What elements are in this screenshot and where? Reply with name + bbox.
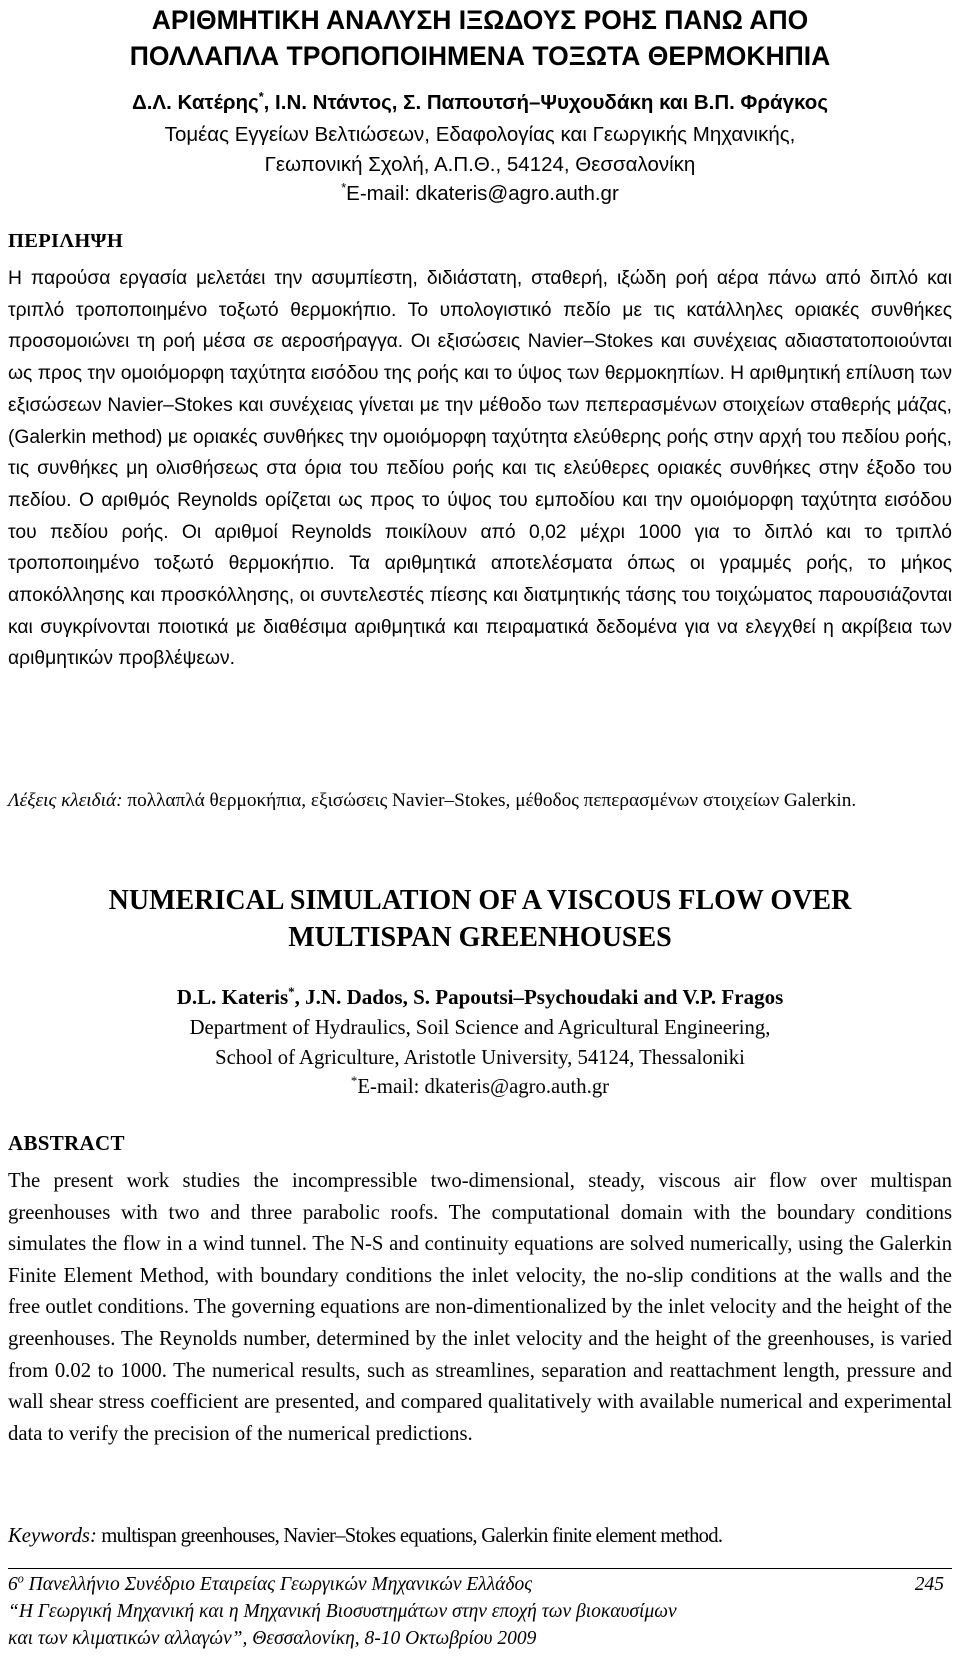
english-keywords-text: multispan greenhouses, Navier–Stokes equations, Galerkin finite element method.: [96, 1525, 723, 1547]
greek-keywords: [8, 785, 952, 816]
greek-title-line-2: ΠΟΛΛΑΠΛΑ ΤΡΟΠΟΠΟΙΗΜΕΝΑ ΤΟΞΩΤΑ ΘΕΡΜΟΚΗΠΙΑ: [129, 41, 831, 71]
greek-keywords-label: Λέξεις κλειδιά:: [8, 790, 123, 811]
english-other-authors: , J.N. Dados, S. Papoutsi–Psychoudaki and V.P. Fragos: [294, 985, 784, 1009]
greek-abstract-text: Η παρούσα εργασία μελετάει την ασυμπίεστη, διδιάστατη, σταθερή, ιξώδη ροή αέρα πάνω από διπλό και τριπλό τροποποιημένο τοξωτό θερμοκήπιο. Το υπολογιστικό πεδίο με τις κατάλληλες οριακές συνθήκες προσομοιώνει τη ροή μέσα σε αεροσήραγγα. Οι εξισώσεις Navier–Stokes και συνέχειας αδιαστατοποιούνται ως προς την ομοιόμορφη ταχύτητα εισόδου της ροής και το ύψος των θερμοκηπίων. Η αριθμητική επίλυση των εξισώσεων Navier–Stokes και συνέχειας γίνεται με την μέθοδο των πεπερασμένων στοιχείων σταθερής μάζας, (Galerkin method) με οριακές συνθήκες την ομοιόμορφη ταχύτητα ελεύθερης ροής στην αρχή του πεδίου ροής, τις συνθήκες μη ολισθήσεως στα όρια του πεδίου ροής και τις ελεύθερες οριακές συνθήκες στην έξοδο του πεδίου. Ο αριθμός Reynolds ορίζεται ως προς το ύψος του εμποδίου και την ομοιόμορφη ταχύτητα εισόδου του πεδίου ροής. Οι αριθμοί Reynolds ποικίλουν από 0,02 μέχρι 1000 για το διπλό και το τριπλό τροποποιημένο τοξωτό θερμοκήπιο. Τα αριθμητικά αποτελέσματα όπως οι γραμμές ροής, το μήκος αποκόλλησης και προσκόλλησης, οι συντελεστές πίεσης και διατμητικής τάσης του τοιχώματος παρουσιάζονται και συγκρίνονται ποιοτικά με διαθέσιμα αριθμητικά και πειραματικά δεδομένα για να ελεγχθεί η ακρίβεια των αριθμητικών προβλέψεων.: [8, 268, 952, 670]
english-title-line-1: NUMERICAL SIMULATION OF A VISCOUS FLOW OVER: [108, 885, 852, 916]
greek-abstract-heading: ΠΕΡΙΛΗΨΗ: [8, 230, 124, 252]
english-affiliation: [40, 1014, 920, 1103]
footer-conference-name: Πανελλήνιο Συνέδριο Εταιρείας Γεωργικών Μηχανικών Ελλάδος: [23, 1574, 533, 1595]
page-number: 245: [914, 1574, 944, 1595]
greek-authors: [60, 90, 900, 116]
english-keywords: [8, 1521, 952, 1551]
greek-first-author: Δ.Λ. Κατέρης: [132, 91, 259, 114]
english-email-line: [40, 1073, 920, 1103]
greek-title: [60, 2, 900, 74]
english-first-author: D.L. Kateris: [176, 985, 289, 1009]
footer: [8, 1571, 952, 1652]
english-affiliation-line-1: Department of Hydraulics, Soil Science and Agricultural Engineering,: [189, 1017, 771, 1039]
greek-email-line: [60, 179, 900, 209]
english-email: E-mail: dkateris@agro.auth.gr: [357, 1076, 610, 1098]
footer-ordinal: o: [17, 1571, 24, 1586]
greek-affiliation-line-1: Τομέας Εγγείων Βελτιώσεων, Εδαφολογίας και Γεωργικής Μηχανικής,: [164, 123, 796, 146]
greek-other-authors: , Ι.Ν. Ντάντος, Σ. Παπουτσή–Ψυχουδάκη και Β.Π. Φράγκος: [263, 91, 828, 114]
english-keywords-label: Keywords:: [8, 1525, 97, 1547]
greek-affiliation-line-2: Γεωπονική Σχολή, Α.Π.Θ., 54124, Θεσσαλονίκη: [264, 152, 696, 176]
greek-email-mark: *: [341, 180, 347, 196]
english-title-line-2: MULTISPAN GREENHOUSES: [288, 922, 672, 953]
english-corresponding-mark: *: [288, 983, 295, 999]
footer-divider: [8, 1568, 952, 1569]
greek-title-line-1: ΑΡΙΘΜΗΤΙΚΗ ΑΝΑΛΥΣΗ ΙΞΩΔΟΥΣ ΡΟΗΣ ΠΑΝΩ ΑΠΟ: [151, 5, 809, 35]
greek-keywords-text: πολλαπλά θερμοκήπια, εξισώσεις Navier–Stokes, μέθοδος πεπερασμένων στοιχείων Galerkin.: [122, 790, 857, 811]
english-title: [40, 882, 920, 956]
english-authors: [40, 984, 920, 1010]
greek-email: E-mail: dkateris@agro.auth.gr: [346, 182, 619, 205]
english-affiliation-line-2: School of Agriculture, Aristotle University, 54124, Thessaloniki: [215, 1046, 745, 1069]
footer-line-3: και των κλιματικών αλλαγών”, Θεσσαλονίκη, 8-10 Οκτωβρίου 2009: [8, 1628, 537, 1649]
english-email-mark: *: [350, 1074, 358, 1089]
footer-line-1: [8, 1571, 952, 1598]
english-abstract-heading: ABSTRACT: [8, 1131, 125, 1155]
greek-affiliation: [60, 120, 900, 209]
english-abstract-text: The present work studies the incompressible two-dimensional, steady, viscous air flow over multispan greenhouses with two and three parabolic roofs. The computational domain with the boundary conditions simulates the flow in a wind tunnel. The N-S and continuity equations are solved numerically, using the Galerkin Finite Element Method, with boundary conditions the inlet velocity, the no-slip conditions at the walls and the free outlet conditions. The governing equations are non-dimentionalized by the inlet velocity and the height of the greenhouses. The Reynolds number, determined by the inlet velocity and the height of the greenhouses, is varied from 0.02 to 1000. The numerical results, such as streamlines, separation and reattachment length, pressure and wall shear stress coefficient are presented, and compared qualitatively with available numerical and experimental data to verify the precision of the numerical predictions.: [8, 1170, 952, 1445]
greek-corresponding-mark: *: [258, 89, 264, 105]
footer-line-2: “Η Γεωργική Μηχανική και η Μηχανική Βιοσυστημάτων στην εποχή των βιοκαυσίμων: [8, 1601, 677, 1622]
footer-conference-number: 6: [8, 1574, 18, 1595]
